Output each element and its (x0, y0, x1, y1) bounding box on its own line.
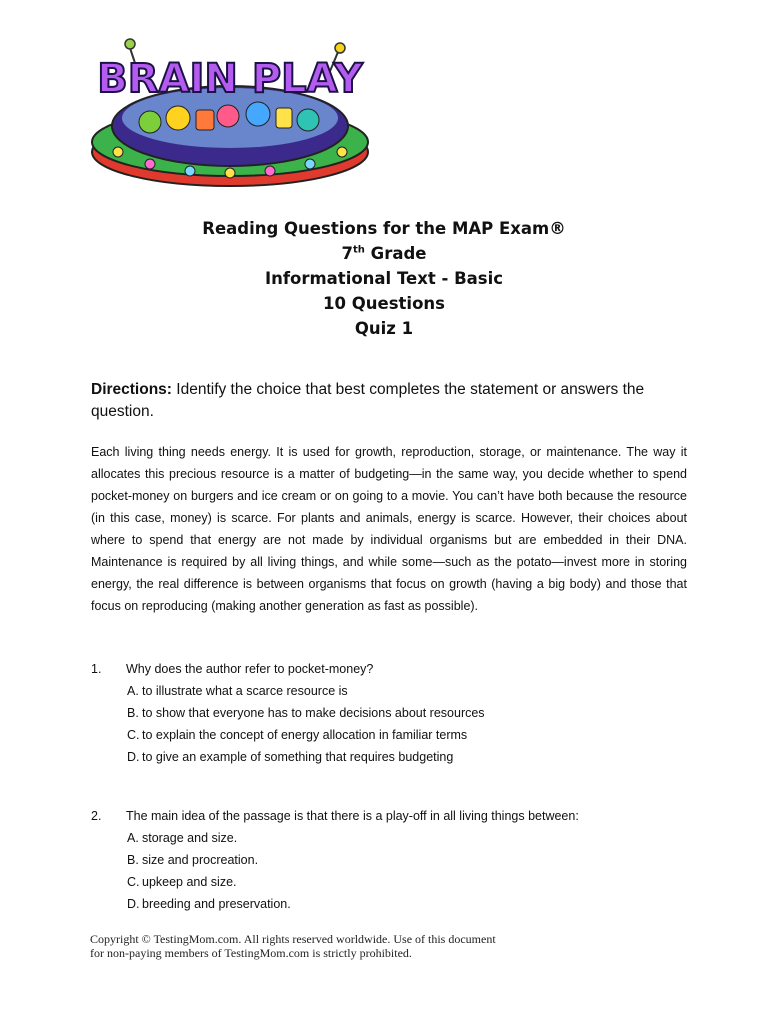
title-line-count: 10 Questions (323, 294, 445, 313)
choice-b[interactable] (127, 849, 291, 871)
directions-text: Identify the choice that best completes the statement or answers the question. (91, 381, 645, 420)
footer-line-2: for non-paying members of TestingMom.com is strictly prohibited. (90, 946, 412, 960)
choice-letter: A. (127, 831, 139, 845)
choice-text: upkeep and size. (142, 875, 237, 889)
choice-letter: C. (127, 728, 140, 742)
directions-label: Directions: (91, 381, 172, 398)
question-text: The main idea of the passage is that there is a play-off in all living things between: (126, 809, 579, 823)
logo-text: BRAIN PLAY (97, 56, 363, 102)
choice-text: storage and size. (142, 831, 238, 845)
question-number: 1. (91, 662, 102, 676)
choice-letter: A. (127, 684, 139, 698)
footer-line-1: Copyright © TestingMom.com. All rights reserved worldwide. Use of this document (90, 932, 496, 946)
choice-text: to show that everyone has to make decisions about resources (142, 706, 485, 720)
grade-number: 7 (341, 244, 353, 263)
worksheet-title (0, 216, 768, 341)
question-text: Why does the author refer to pocket-money? (126, 662, 374, 676)
choice-letter: B. (127, 853, 139, 867)
brain-play-ufo-illustration (88, 34, 372, 194)
question-number: 2. (91, 809, 102, 823)
choice-text: to explain the concept of energy allocation in familiar terms (142, 728, 468, 742)
copyright-footer (90, 932, 590, 960)
grade-word: Grade (370, 244, 427, 263)
reading-passage: Each living thing needs energy. It is used for growth, reproduction, storage, or maintenance. The way it allocates this precious resource is a matter of budgeting—in the same way, you decide whether to spend pocket-money on burgers and ice cream or on going to a movie. You can’t have both because the resource (in this case, money) is scarce. For plants and animals, energy is scarce. However, their choices about where to spend that energy are not made by individual organisms but are embedded in their DNA. Maintenance is required by all living things, and while some—such as the potato—invest more in storing energy, the real difference is between organisms that focus on growth (having a big body) and those that focus on reproducing (making another generation as fast as possible). (91, 445, 687, 613)
choice-letter: B. (127, 706, 139, 720)
title-line-topic: Informational Text - Basic (264, 269, 504, 288)
title-line-grade (0, 241, 768, 266)
answer-choices (127, 680, 485, 768)
choice-b[interactable] (127, 702, 485, 724)
choice-text: to illustrate what a scarce resource is (142, 684, 348, 698)
choice-d[interactable] (127, 746, 485, 768)
choice-c[interactable] (127, 871, 291, 893)
choice-c[interactable] (127, 724, 485, 746)
choice-letter: C. (127, 875, 140, 889)
directions (91, 379, 681, 423)
choice-letter: D. (127, 897, 140, 911)
grade-ordinal: th (353, 244, 365, 256)
title-line-exam: Reading Questions for the MAP Exam® (202, 219, 566, 238)
brain-play-logo (88, 34, 372, 194)
choice-d[interactable] (127, 893, 291, 915)
choice-a[interactable] (127, 827, 291, 849)
choice-letter: D. (127, 750, 140, 764)
choice-text: to give an example of something that requires budgeting (142, 750, 454, 764)
title-line-quiz: Quiz 1 (354, 319, 414, 338)
answer-choices (127, 827, 291, 915)
choice-text: breeding and preservation. (142, 897, 291, 911)
choice-a[interactable] (127, 680, 485, 702)
choice-text: size and procreation. (142, 853, 259, 867)
